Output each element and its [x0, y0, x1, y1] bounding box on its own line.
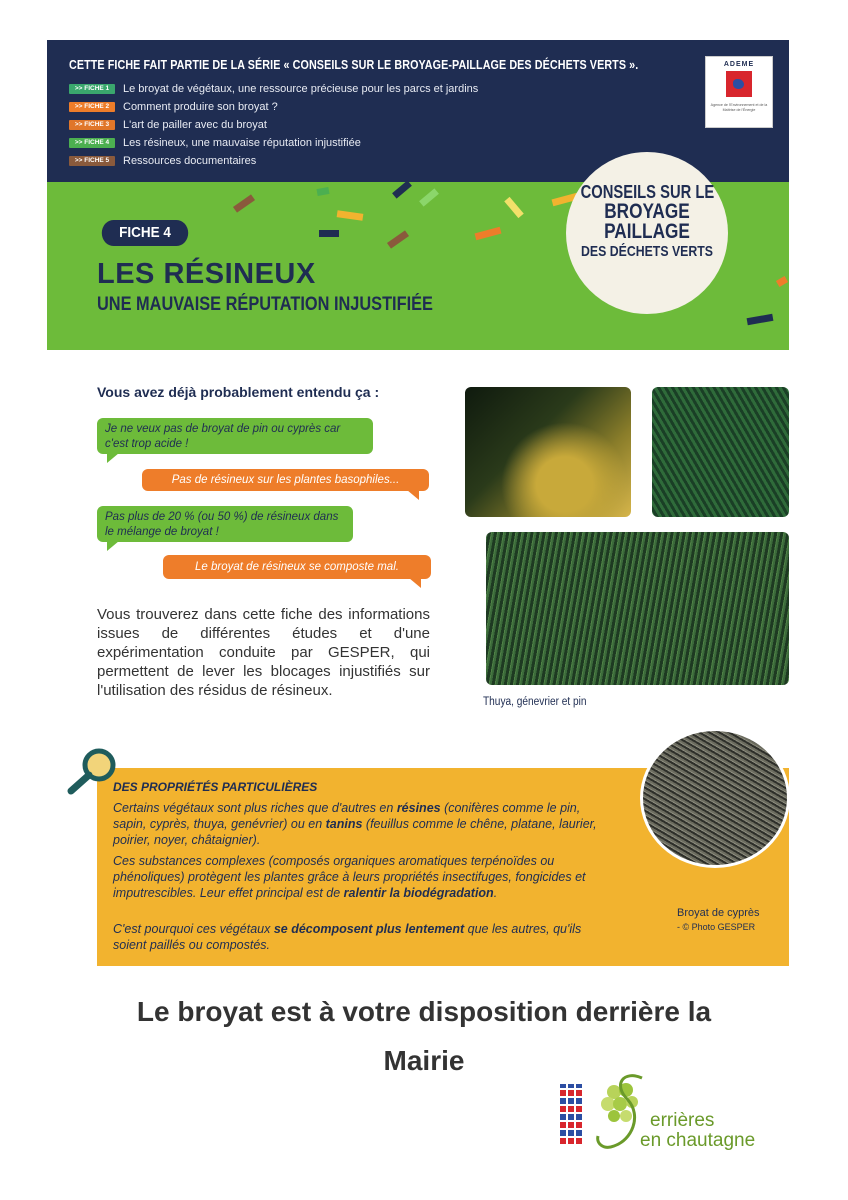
confetti-decoration: [776, 276, 788, 287]
fiche-list: [69, 80, 478, 170]
fiche-item: [69, 80, 478, 98]
series-badge-line: CONSEILS SUR LE: [580, 182, 715, 202]
page-subtitle: UNE MAUVAISE RÉPUTATION INJUSTIFIÉE: [97, 294, 433, 315]
logo-text: errières: [650, 1110, 715, 1131]
confetti-decoration: [392, 180, 412, 198]
fiche-item: [69, 98, 478, 116]
confetti-decoration: [504, 197, 524, 218]
genevrier-photo: [652, 387, 789, 517]
fiche-text: Les résineux, une mauvaise réputation injustifiée: [123, 137, 361, 149]
ademe-mark-icon: [726, 71, 752, 97]
page-title: LES RÉSINEUX: [97, 258, 316, 290]
confetti-decoration: [319, 230, 339, 237]
fiche-item: [69, 152, 478, 170]
series-badge-line: DES DÉCHETS VERTS: [581, 243, 713, 260]
ademe-logo: [705, 56, 773, 128]
confetti-decoration: [475, 227, 502, 240]
intro-heading: Vous avez déjà probablement entendu ça :: [97, 384, 380, 400]
thuya-photo: [465, 387, 631, 517]
photo-caption: Thuya, génevrier et pin: [483, 696, 587, 708]
speech-bubble: Le broyat de résineux se composte mal.: [163, 555, 431, 579]
intro-paragraph: Vous trouverez dans cette fiche des informations issues de différentes études et d'une expérimentation conduite par GESPER, qui permettent de lever les blocages injustifiés sur l'utilisation des résidus de résineux.: [97, 606, 430, 699]
fiche-item: [69, 116, 478, 134]
speech-bubble: Je ne veux pas de broyat de pin ou cyprès car c'est trop acide !: [97, 418, 373, 454]
confetti-decoration: [316, 187, 329, 196]
fiche-text: Ressources documentaires: [123, 155, 257, 167]
cypres-photo: [640, 728, 790, 868]
fiche-tag: >> FICHE 3: [69, 120, 115, 130]
magnifier-icon: [65, 745, 121, 795]
fiche-tag: >> FICHE 1: [69, 84, 115, 94]
fiche-number-badge: FICHE 4: [102, 220, 188, 246]
cypres-caption-title: Broyat de cyprès: [677, 907, 760, 919]
footer-announcement: Le broyat est à votre disposition derrière la: [136, 996, 712, 1027]
properties-title: DES PROPRIÉTÉS PARTICULIÈRES: [113, 780, 318, 794]
fiche-text: L'art de pailler avec du broyat: [123, 119, 267, 131]
confetti-decoration: [747, 314, 774, 325]
footer-announcement-line2: Mairie: [383, 1045, 465, 1076]
pin-photo: [486, 532, 789, 685]
ademe-subtitle: Agence de l'Environnement et de la Maîtrise de l'Énergie: [710, 103, 768, 112]
series-badge-line: PAILLAGE: [604, 220, 690, 243]
flag-pattern-icon: [560, 1084, 584, 1144]
confetti-decoration: [233, 194, 255, 212]
properties-paragraph: C'est pourquoi ces végétaux se décomposent plus lentement que les autres, qu'ils soient paillés ou compostés.: [113, 922, 582, 952]
properties-paragraph: Certains végétaux sont plus riches que d'autres en résines (conifères comme le pin, sapin, cyprès, thuya, genévrier) ou en tanins (feuillus comme le chêne, platane, laurier, poirier, noyer, châtaignier).: [113, 801, 597, 847]
ademe-word: ADEME: [723, 61, 755, 68]
confetti-decoration: [337, 210, 364, 221]
series-badge: [566, 152, 728, 314]
confetti-decoration: [419, 188, 439, 206]
fiche-tag: >> FICHE 5: [69, 156, 115, 166]
fiche-text: Le broyat de végétaux, une ressource précieuse pour les parcs et jardins: [123, 83, 479, 95]
fiche-tag: >> FICHE 4: [69, 138, 115, 148]
fiche-item: [69, 134, 478, 152]
photo-credit: - © Photo GESPER: [677, 922, 756, 932]
speech-bubble: Pas de résineux sur les plantes basophiles...: [142, 469, 429, 491]
series-badge-line: BROYAGE: [604, 200, 690, 223]
cypres-caption: [677, 906, 760, 934]
confetti-decoration: [387, 230, 409, 248]
speech-bubble: Pas plus de 20 % (ou 50 %) de résineux dans le mélange de broyat !: [97, 506, 353, 542]
fiche-text: Comment produire son broyat ?: [123, 101, 278, 113]
fiche-tag: >> FICHE 2: [69, 102, 115, 112]
properties-paragraph: Ces substances complexes (composés organiques aromatiques terpénoïdes ou phénoliques) protègent les plantes grâce à leurs propriétés insectifuges, fongicides et imputrescibles. Leur effet principal est de ralentir la biodégradation.: [113, 854, 586, 900]
serrieres-logo: [560, 1068, 790, 1163]
series-title: CETTE FICHE FAIT PARTIE DE LA SÉRIE « CONSEILS SUR LE BROYAGE-PAILLAGE DES DÉCHETS VERTS ».: [69, 58, 639, 72]
logo-text: en chautagne: [640, 1130, 756, 1151]
